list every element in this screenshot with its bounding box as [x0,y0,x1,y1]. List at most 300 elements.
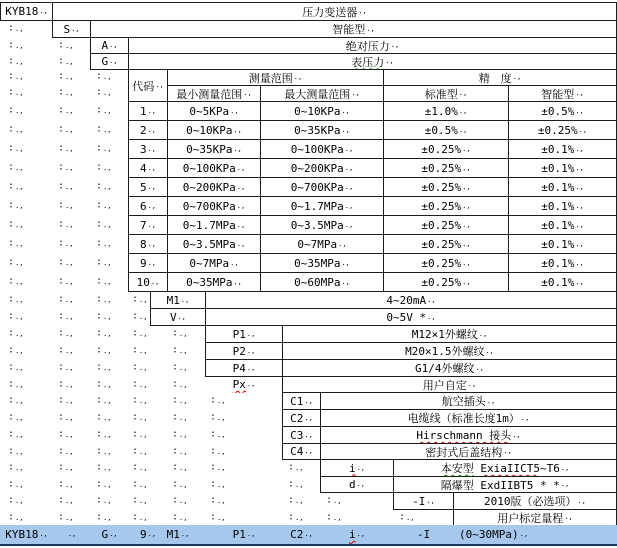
min-range-cell: 0~10KPa ., [167,120,261,140]
end-of-cell-mark: ., [458,89,468,97]
smart-code-cell: S ., [52,20,91,38]
continuation-mark: ∶., [8,412,24,423]
end-of-cell-mark: ., [462,163,471,172]
continuation-mark: ∶., [96,478,112,490]
continuation-mark: ∶., [132,345,148,356]
selection-row[interactable] [0,525,617,546]
continuation-mark: ∶., [58,124,74,135]
continuation-mark: ∶., [132,294,148,305]
smart-accuracy-cell: ±0.1% ., [508,177,617,197]
end-of-cell-mark: ., [15,73,24,81]
end-of-cell-mark: ., [475,363,484,372]
end-of-cell-mark: ., [179,447,188,456]
end-of-cell-mark: ., [103,278,112,286]
end-of-cell-mark: ., [177,312,187,321]
continuation-mark: ∶., [58,412,74,423]
explosion-label-cell [393,459,617,477]
end-of-cell-mark: ., [103,347,112,355]
end-of-cell-mark: ., [462,239,471,248]
end-of-cell-mark: ., [103,480,112,489]
range-row-2 [0,120,617,140]
end-of-cell-mark: ., [103,164,112,172]
end-of-cell-mark: ., [575,239,584,248]
end-of-cell-mark: ., [462,144,471,153]
end-of-cell-mark: ., [578,125,588,134]
min-range-cell: 0~5KPa ., [167,101,261,121]
end-of-cell-mark: ., [147,163,157,172]
end-of-cell-mark: ., [519,530,529,538]
continuation-mark: ∶., [210,429,226,440]
gauge-label-cell [128,53,617,70]
end-of-cell-mark: ., [344,182,354,191]
end-of-cell-mark: ., [304,447,313,455]
continuation-mark: ∶., [58,39,74,51]
end-of-cell-mark: ., [15,240,24,248]
continuation-mark: ∶., [8,511,24,523]
continuation-mark: ∶., [58,257,74,268]
continuation-mark: ∶., [8,395,24,406]
end-of-cell-mark: ., [65,380,74,389]
continuation-mark: ∶., [8,162,24,173]
selection-explosion [320,525,394,544]
end-of-cell-mark: ., [217,431,226,439]
continuation-mark: ∶., [172,345,188,356]
row-version [0,492,617,510]
end-of-cell-mark: ., [575,163,584,172]
thread-label-cell: M12×1外螺纹 ., [282,325,617,343]
continuation-mark: ∶., [96,378,112,390]
smart-accuracy-cell: ±0.1% ., [508,139,617,159]
min-range-header-cell: 最小测量范围 ., [167,85,261,102]
end-of-cell-mark: ., [485,346,494,355]
range-row-10 [0,272,617,292]
continuation-mark: ∶., [132,511,148,523]
end-of-cell-mark: ., [65,296,74,304]
standard-accuracy-cell: ±0.25% ., [383,177,509,197]
end-of-cell-mark: ., [103,380,112,389]
row-abs [0,37,617,54]
end-of-cell-mark: ., [15,380,24,389]
model-code-cell: KYB18 ., [0,2,53,21]
end-of-cell-mark: ., [147,258,157,267]
row-electric-c4 [0,443,617,460]
continuation-mark: ∶., [96,294,112,305]
continuation-mark: ∶., [8,105,24,116]
end-of-cell-mark: ., [233,125,242,134]
end-of-cell-mark: ., [67,530,77,538]
continuation-mark: ∶., [58,462,74,473]
continuation-mark: ∶., [326,511,342,523]
min-range-cell: 0~700KPa ., [167,196,261,216]
end-of-cell-mark: ., [147,220,157,229]
continuation-mark: ∶., [58,511,74,523]
continuation-mark: ∶., [132,311,148,322]
end-of-cell-mark: ., [217,513,226,522]
continuation-mark: ∶., [96,238,112,249]
end-of-cell-mark: ., [65,313,74,321]
end-of-cell-mark: ., [179,480,188,489]
continuation-mark: ∶., [210,395,226,406]
max-range-cell: 0~10KPa ., [260,101,384,121]
electric-code-cell: C4 ., [282,443,321,460]
end-of-cell-mark: ., [180,530,190,538]
end-of-cell-mark: ., [65,183,74,191]
continuation-mark: ∶., [58,143,74,154]
continuation-mark: ∶., [8,276,24,287]
continuation-mark: ∶., [96,395,112,406]
min-range-cell: 0~35MPa ., [167,272,261,292]
end-of-cell-mark: ., [304,413,313,422]
standard-accuracy-cell: ±0.25% ., [383,196,509,216]
code-header-cell: 代码 ., [128,69,168,102]
smart-accuracy-cell: ±0.25% ., [508,120,617,140]
end-of-cell-mark: ., [15,480,24,489]
output-code-cell: M1 ., [150,291,206,309]
end-of-cell-mark: ., [560,480,570,488]
end-of-cell-mark: ., [65,347,74,355]
end-of-cell-mark: ., [147,530,157,538]
end-of-cell-mark: ., [147,201,157,210]
end-of-cell-mark: ., [103,221,112,229]
end-of-cell-mark: ., [39,7,48,15]
end-of-cell-mark: ., [65,330,74,338]
continuation-mark: ∶., [96,362,112,373]
row-thread-p2 [0,342,617,360]
continuation-mark: ∶., [326,495,342,506]
end-of-cell-mark: ., [103,447,112,456]
end-of-cell-mark: ., [65,447,74,456]
end-of-cell-mark: ., [356,530,366,538]
continuation-mark: ∶., [96,257,112,268]
continuation-mark: ∶., [58,345,74,356]
end-of-cell-mark: ., [15,364,24,372]
continuation-mark: ∶., [8,362,24,373]
end-of-cell-mark: ., [147,144,157,153]
end-of-cell-mark: ., [512,430,521,439]
end-of-cell-mark: ., [103,397,112,405]
electric-label-cell: 航空插头 ., [320,392,617,410]
continuation-mark: ∶., [288,495,304,506]
continuation-mark: ∶., [210,495,226,506]
output-label-cell: 0~5V * ., [205,308,617,326]
thread-label-cell: 用户自定 ., [282,376,617,393]
continuation-mark: ∶., [132,478,148,490]
continuation-mark: ∶., [8,238,24,249]
row-smart [0,20,617,38]
range-code-cell: 1 ., [128,101,168,121]
end-of-cell-mark: ., [236,182,246,191]
continuation-mark: ∶., [172,478,188,490]
header-filler-row-1 [0,69,617,85]
continuation-mark: ∶., [58,445,74,457]
end-of-cell-mark: ., [295,480,304,489]
end-of-cell-mark: ., [15,164,24,172]
standard-header-cell: 标准型 ., [383,85,509,102]
end-of-cell-mark: ., [65,278,74,286]
end-of-cell-mark: ., [139,414,148,422]
selection-range-note: (0~30MPa) ., [459,528,529,541]
continuation-mark: ∶., [210,511,226,523]
continuation-mark: ∶., [172,362,188,373]
continuation-mark: ∶., [96,495,112,506]
continuation-mark: ∶., [58,276,74,287]
range-row-1 [0,101,617,121]
end-of-cell-mark: ., [109,41,118,49]
row-electric-c1 [0,392,617,410]
end-of-cell-mark: ., [103,330,112,338]
end-of-cell-mark: ., [358,7,367,15]
end-of-cell-mark: ., [139,397,148,405]
continuation-mark: ∶., [58,181,74,192]
end-of-cell-mark: ., [103,107,112,115]
row-explosion-d [0,476,617,493]
end-of-cell-mark: ., [155,81,164,89]
max-range-cell: 0~700KPa ., [260,177,384,197]
end-of-cell-mark: ., [462,182,471,191]
end-of-cell-mark: ., [71,24,80,33]
smart-accuracy-cell: ±0.1% ., [508,234,617,254]
continuation-mark: ∶., [8,311,24,322]
end-of-cell-mark: ., [139,497,148,505]
end-of-cell-mark: ., [366,24,375,33]
continuation-mark: ∶., [8,257,24,268]
end-of-cell-mark: ., [575,258,584,267]
standard-accuracy-cell: ±0.25% ., [383,234,509,254]
min-range-cell: 0~1.7MPa ., [167,215,261,235]
thread-code-cell: P2 ., [205,342,283,360]
end-of-cell-mark: ., [65,41,74,50]
standard-accuracy-cell: ±0.25% ., [383,139,509,159]
end-of-cell-mark: ., [15,41,24,50]
continuation-mark: ∶., [8,181,24,192]
min-range-cell: 0~7MPa ., [167,253,261,273]
thread-code-cell [205,376,283,393]
electric-label-cell: 电缆线（标准长度1m） ., [320,409,617,427]
end-of-cell-mark: ., [427,295,436,304]
continuation-mark: ∶., [132,328,148,339]
end-of-cell-mark: ., [246,380,256,388]
end-of-cell-mark: ., [15,259,24,267]
continuation-mark: ∶., [172,378,188,390]
header-filler-row-2 [0,85,617,101]
end-of-cell-mark: ., [103,513,112,522]
continuation-mark: ∶., [288,462,304,473]
row-thread-px [0,376,617,393]
range-row-6 [0,196,617,216]
end-of-cell-mark: ., [15,296,24,304]
standard-accuracy-cell: ±0.25% ., [383,158,509,178]
end-of-cell-mark: ., [564,513,573,521]
end-of-cell-mark: ., [458,106,468,115]
end-of-cell-mark: ., [15,414,24,422]
end-of-cell-mark: ., [139,296,148,304]
continuation-mark: ∶., [8,39,24,51]
continuation-mark: ∶., [96,429,112,440]
end-of-cell-mark: ., [486,396,496,405]
end-of-cell-mark: ., [246,530,256,538]
continuation-mark: ∶., [8,200,24,211]
end-of-cell-mark: ., [217,497,226,505]
end-of-cell-mark: ., [109,530,118,538]
end-of-cell-mark: ., [65,202,74,210]
continuation-mark: ∶., [96,462,112,473]
selection-version: -I [416,528,431,541]
end-of-cell-mark: ., [147,239,157,248]
electric-code-cell: C2 ., [282,409,321,427]
continuation-mark: ∶., [96,445,112,457]
end-of-cell-mark: ., [333,513,342,522]
max-range-cell: 0~35KPa ., [260,120,384,140]
end-of-cell-mark: ., [230,106,239,115]
smart-accuracy-cell: ±0.1% ., [508,253,617,273]
continuation-mark: ∶., [96,87,112,98]
continuation-mark: ∶., [96,328,112,339]
end-of-cell-mark: ., [575,201,584,210]
continuation-mark: ∶., [8,345,24,356]
continuation-mark: ∶., [8,55,24,67]
row-electric-c2 [0,409,617,427]
end-of-cell-mark: ., [103,145,112,153]
end-of-cell-mark: ., [139,513,148,522]
output-label-cell: 4~20mA ., [205,291,617,309]
end-of-cell-mark: ., [150,277,160,286]
continuation-mark: ∶., [132,362,148,373]
end-of-cell-mark: ., [246,329,256,338]
continuation-mark: ∶., [288,511,304,523]
end-of-cell-mark: ., [179,364,188,372]
accuracy-header-cell: 精 度 ., [383,69,617,86]
continuation-mark: ∶., [58,294,74,305]
end-of-cell-mark: ., [351,89,360,97]
end-of-cell-mark: ., [180,295,190,304]
end-of-cell-mark: ., [139,364,148,372]
continuation-mark: ∶., [58,105,74,116]
version-code-cell: -I ., [393,492,454,510]
hirschmann-label: Hirschmann 接头 [416,429,512,442]
end-of-cell-mark: ., [233,277,242,286]
smart-accuracy-cell: ±0.1% ., [508,272,617,292]
range-row-4 [0,158,617,178]
end-of-cell-mark: ., [65,364,74,372]
end-of-cell-mark: ., [467,380,477,388]
end-of-cell-mark: ., [15,126,24,134]
end-of-cell-mark: ., [512,73,522,81]
continuation-mark: ∶., [172,328,188,339]
end-of-cell-mark: ., [179,414,188,422]
smart-label-cell: 智能型 ., [90,20,617,38]
range-code-cell: 7 ., [128,215,168,235]
continuation-mark: ∶., [399,511,415,523]
max-range-cell: 0~1.7MPa ., [260,196,384,216]
continuation-mark: ∶., [8,495,24,506]
standard-accuracy-cell: ±0.25% ., [383,215,509,235]
continuation-mark: ∶., [58,362,74,373]
max-range-cell: 0~100KPa ., [260,139,384,159]
continuation-mark: ∶., [132,495,148,506]
continuation-mark: ∶., [8,124,24,135]
product-name-cell: 压力变送器 ., [52,2,617,21]
thread-label-cell: G1/4外螺纹 ., [282,359,617,377]
end-of-cell-mark: ., [103,240,112,248]
min-range-cell: 0~200KPa ., [167,177,261,197]
end-of-cell-mark: ., [65,126,74,134]
thread-label-cell: M20×1.5外螺纹 ., [282,342,617,360]
continuation-mark: ∶., [58,162,74,173]
standard-accuracy-cell: ±1.0% ., [383,101,509,121]
continuation-mark: ∶., [210,462,226,473]
end-of-cell-mark: ., [344,201,354,210]
end-of-cell-mark: ., [344,220,354,229]
thread-code-cell: P4 ., [205,359,283,377]
end-of-cell-mark: ., [103,126,112,134]
end-of-cell-mark: ., [462,258,471,267]
end-of-cell-mark: ., [217,447,226,456]
end-of-cell-mark: ., [103,364,112,372]
end-of-cell-mark: ., [179,330,188,338]
end-of-cell-mark: ., [293,73,303,81]
continuation-mark: ∶., [58,495,74,506]
continuation-mark: ∶., [172,445,188,457]
selection-thread: P1 ., [232,528,256,541]
max-range-header-cell: 最大测量范围 ., [260,85,384,102]
gauge-label: 表压力 [351,55,385,69]
continuation-mark: ∶., [132,378,148,390]
end-of-cell-mark: ., [344,163,354,172]
row-explosion-i [0,459,617,477]
continuation-mark: ∶., [96,345,112,356]
end-of-cell-mark: ., [338,239,347,248]
continuation-mark: ∶., [96,412,112,423]
smart-accuracy-cell: ±0.1% ., [508,158,617,178]
range-code-cell: 2 ., [128,120,168,140]
end-of-cell-mark: ., [217,414,226,422]
continuation-mark: ∶., [8,143,24,154]
continuation-mark: ∶., [96,511,112,523]
smart-header-cell: 智能型 ., [508,85,617,102]
continuation-mark: ∶., [172,495,188,506]
end-of-cell-mark: ., [15,397,24,405]
max-range-cell: 0~35MPa ., [260,253,384,273]
max-range-cell: 0~7MPa ., [260,234,384,254]
continuation-mark: ∶., [172,412,188,423]
end-of-cell-mark: ., [139,431,148,439]
continuation-mark: ∶., [132,395,148,406]
end-of-cell-mark: ., [179,513,188,522]
continuation-mark: ∶., [210,445,226,457]
continuation-mark: ∶., [96,105,112,116]
end-of-cell-mark: ., [179,347,188,355]
end-of-cell-mark: ., [139,447,148,456]
end-of-cell-mark: ., [15,330,24,338]
end-of-cell-mark: ., [103,414,112,422]
end-of-cell-mark: ., [65,464,74,472]
end-of-cell-mark: ., [236,201,246,210]
explosion-code-cell: d ., [320,476,394,493]
range-row-3 [0,139,617,159]
end-of-cell-mark: ., [103,202,112,210]
electric-label-cell [320,426,617,444]
end-of-cell-mark: ., [341,258,350,267]
end-of-cell-mark: ., [304,430,313,439]
electric-code-cell: C3 ., [282,426,321,444]
end-of-cell-mark: ., [575,182,584,191]
end-of-cell-mark: ., [217,480,226,489]
end-of-cell-mark: ., [15,107,24,115]
end-of-cell-mark: ., [575,277,584,286]
end-of-cell-mark: ., [65,240,74,248]
end-of-cell-mark: ., [15,313,24,321]
continuation-mark: ∶., [210,412,226,423]
